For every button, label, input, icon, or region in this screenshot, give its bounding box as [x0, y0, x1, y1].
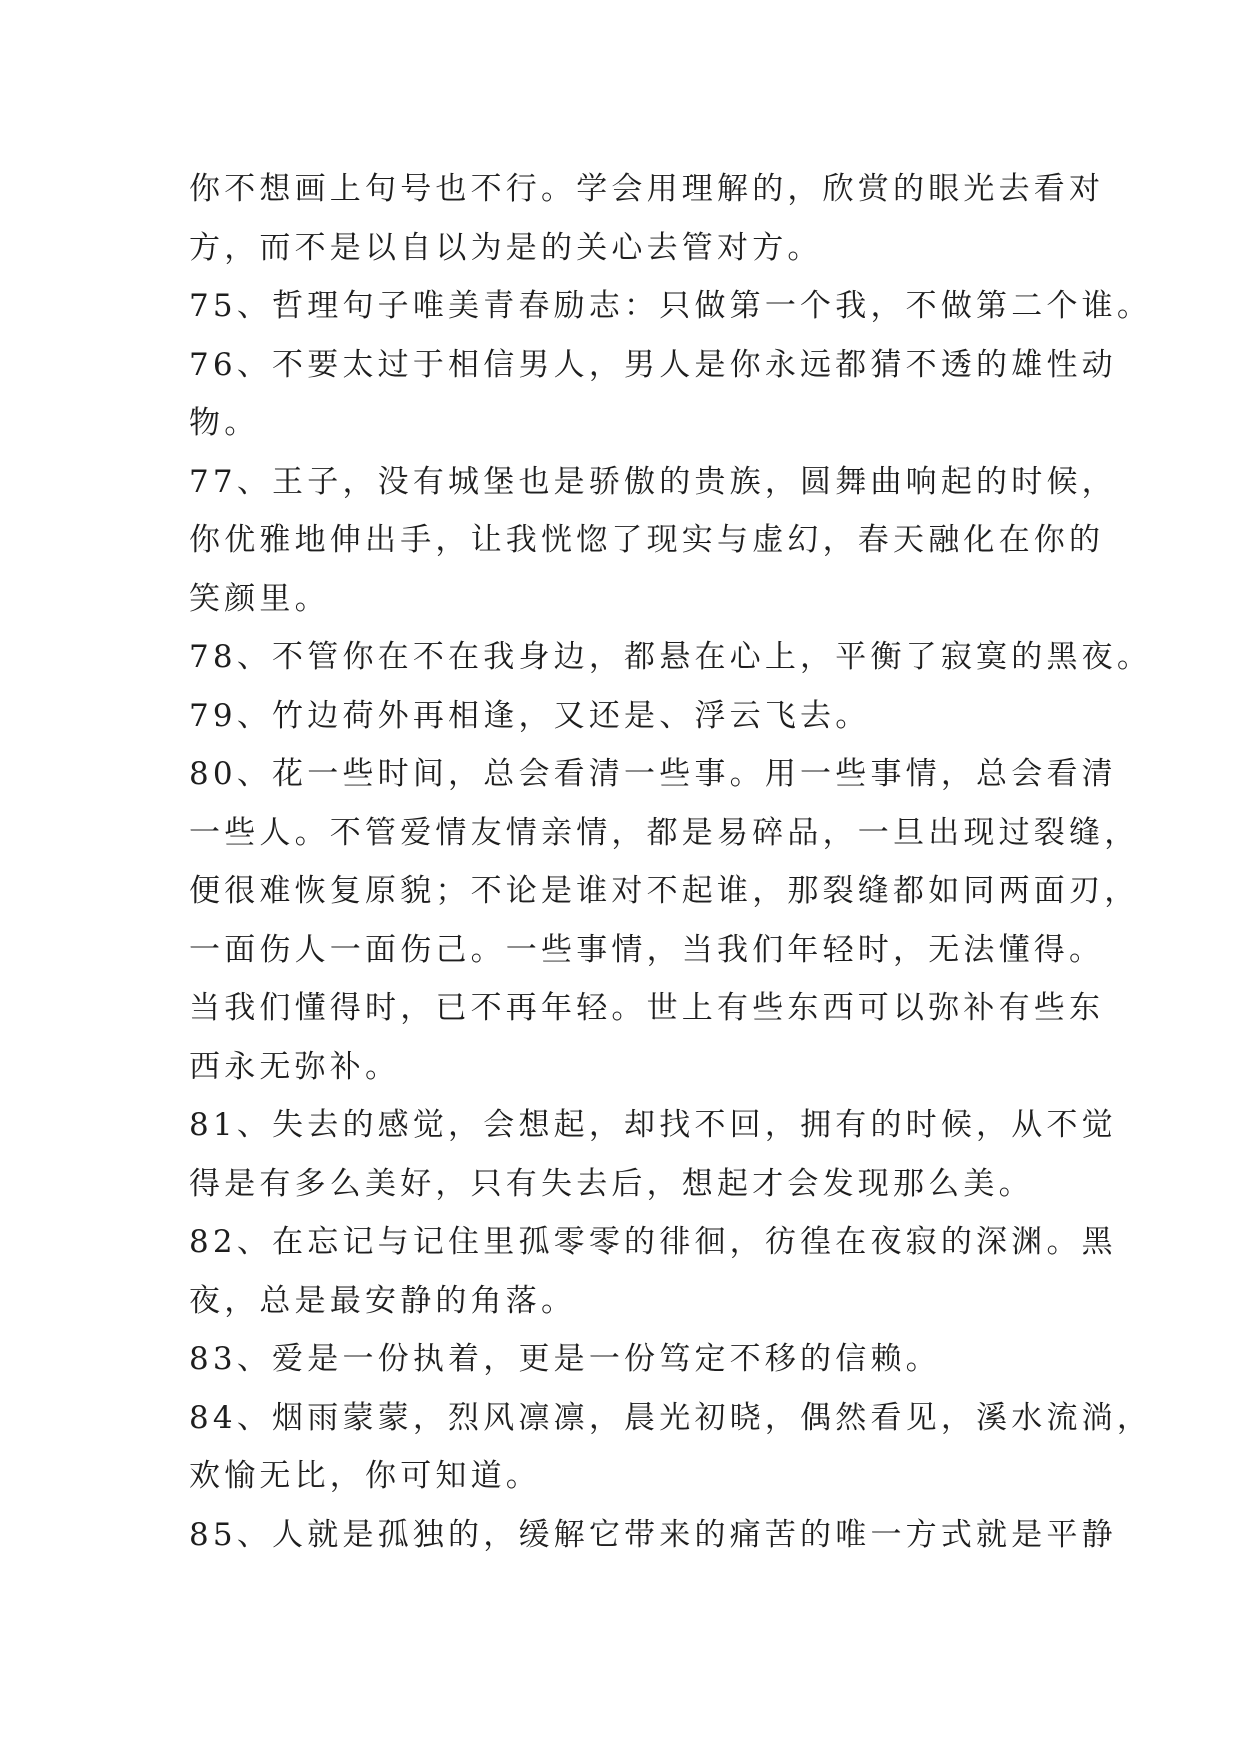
- text-line: 75、哲理句子唯美青春励志：只做第一个我，不做第二个谁。: [189, 288, 1153, 324]
- text-line: 笑颜里。: [189, 580, 330, 617]
- text-line: 方，而不是以自以为是的关心去管对方。: [189, 229, 823, 266]
- text-line: 便很难恢复原貌；不论是谁对不起谁，那裂缝都如同两面刃，: [189, 873, 1140, 909]
- document-body: [189, 160, 1153, 1564]
- text-line: 76、不要太过于相信男人，男人是你永远都猜不透的雄性动: [189, 346, 1117, 383]
- text-line: 欢愉无比，你可知道。: [189, 1458, 541, 1494]
- text-line: 77、王子，没有城堡也是骄傲的贵族，圆舞曲响起的时候，: [189, 463, 1117, 500]
- text-line: 80、花一些时间，总会看清一些事。用一些事情，总会看清: [189, 756, 1117, 792]
- text-line: 物。: [189, 405, 260, 441]
- text-line: 79、竹边荷外再相逢，又还是、浮云飞去。: [189, 697, 871, 734]
- text-line: 84、烟雨蒙蒙，烈风凛凛，晨光初晓，偶然看见，溪水流淌，: [189, 1399, 1153, 1436]
- text-line: 81、失去的感觉，会想起，却找不回，拥有的时候，从不觉: [189, 1107, 1117, 1143]
- text-line: 夜，总是最安静的角落。: [189, 1282, 577, 1319]
- text-line: 你优雅地伸出手，让我恍惚了现实与虚幻，春天融化在你的: [189, 522, 1105, 558]
- text-line: 83、爱是一份执着，更是一份笃定不移的信赖。: [189, 1341, 941, 1377]
- text-line: 得是有多么美好，只有失去后，想起才会发现那么美。: [189, 1165, 1034, 1202]
- text-line: 一面伤人一面伤己。一些事情，当我们年轻时，无法懂得。: [189, 931, 1105, 968]
- text-line: 你不想画上句号也不行。学会用理解的，欣赏的眼光去看对: [189, 171, 1105, 207]
- text-line: 一些人。不管爱情友情亲情，都是易碎品，一旦出现过裂缝，: [189, 814, 1140, 851]
- text-line: 85、人就是孤独的，缓解它带来的痛苦的唯一方式就是平静: [189, 1516, 1117, 1553]
- text-line: 当我们懂得时，已不再年轻。世上有些东西可以弥补有些东: [189, 990, 1105, 1026]
- text-line: 西永无弥补。: [189, 1048, 401, 1085]
- text-line: 82、在忘记与记住里孤零零的徘徊，彷徨在夜寂的深渊。黑: [189, 1224, 1117, 1260]
- text-line: 78、不管你在不在我身边，都悬在心上，平衡了寂寞的黑夜。: [189, 639, 1153, 675]
